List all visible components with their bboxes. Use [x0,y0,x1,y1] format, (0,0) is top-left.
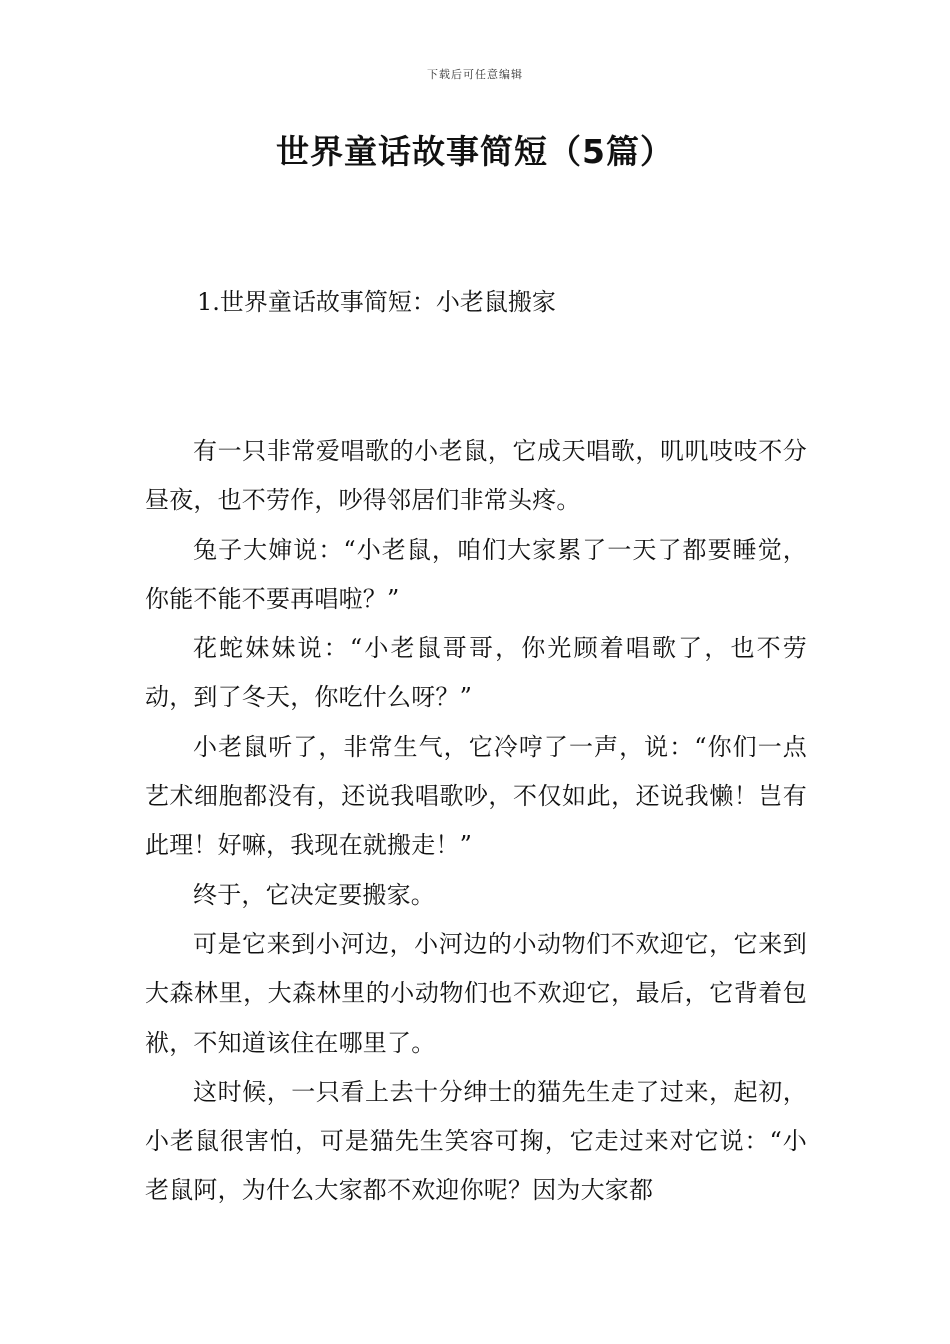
section-heading: 1.世界童话故事简短：小老鼠搬家 [197,288,556,316]
paragraph: 花蛇妹妹说：“小老鼠哥哥，你光顾着唱歌了，也不劳动，到了冬天，你吃什么呀？” [145,634,807,712]
paragraph: 可是它来到小河边，小河边的小动物们不欢迎它，它来到大森林里，大森林里的小动物们也不欢迎它，最后，它背着包袱，不知道该住在哪里了。 [145,929,807,1057]
paragraph: 有一只非常爱唱歌的小老鼠，它成天唱歌，叽叽吱吱不分昼夜，也不劳作，吵得邻居们非常头疼。 [145,437,807,515]
paragraph: 小老鼠听了，非常生气，它冷哼了一声，说：“你们一点艺术细胞都没有，还说我唱歌吵，不仅如此，还说我懒！岂有此理！好嘛，我现在就搬走！” [145,732,807,860]
header-note: 下载后可任意编辑 [427,68,523,81]
paragraph: 这时候，一只看上去十分绅士的猫先生走了过来，起初，小老鼠很害怕，可是猫先生笑容可掬，它走过来对它说：“小老鼠阿，为什么大家都不欢迎你呢？因为大家都 [145,1077,807,1205]
paragraph: 终于，它决定要搬家。 [193,880,435,909]
paragraph: 兔子大婶说：“小老鼠，咱们大家累了一天了都要睡觉，你能不能不要再唱啦？” [145,535,807,613]
document-title: 世界童话故事简短（5篇） [276,132,674,171]
story-body [145,427,807,1216]
